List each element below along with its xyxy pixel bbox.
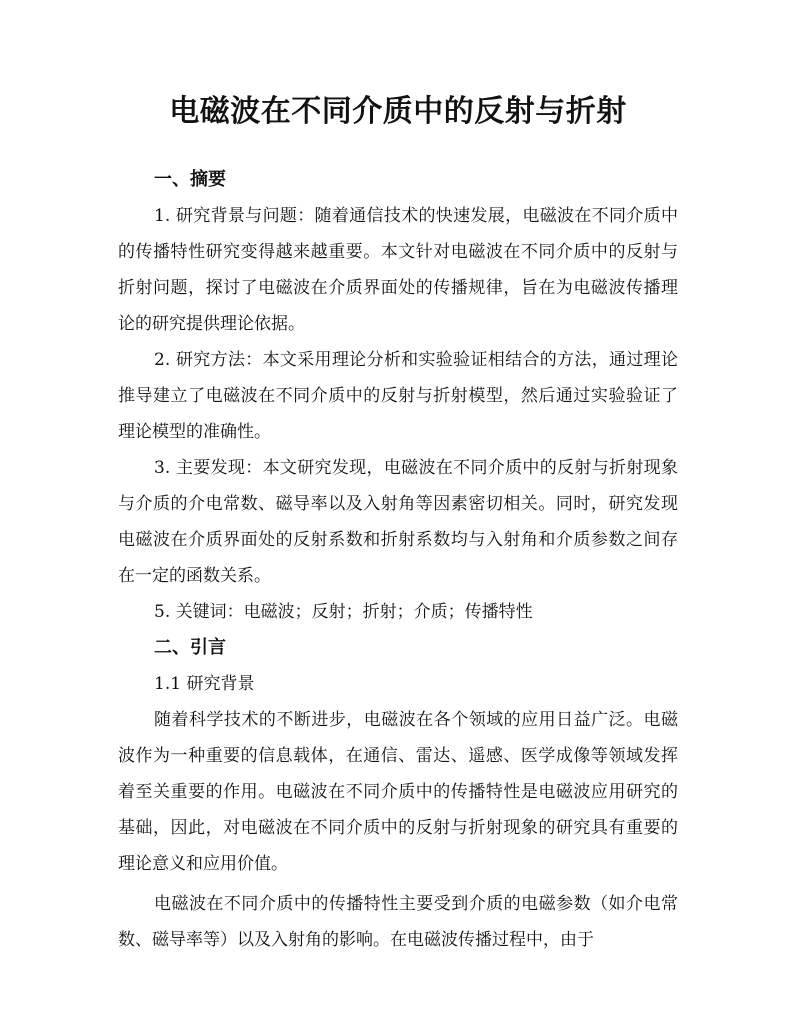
document-title: 电磁波在不同介质中的反射与折射 [169,94,627,129]
introduction-paragraph-2: 电磁波在不同介质中的传播特性主要受到介质的电磁参数（如介电常数、磁导率等）以及入射角的影响。在电磁波传播过程中，由于 [118,894,678,950]
section-abstract [118,162,678,630]
introduction-paragraph-1: 随着科学技术的不断进步，电磁波在各个领域的应用日益广泛。电磁波作为一种重要的信息载体，在通信、雷达、遥感、医学成像等领域发挥着至关重要的作用。电磁波在不同介质中的传播特性是电磁波应用研究的基础，因此，对电磁波在不同介质中的反射与折射现象的研究具有重要的理论意义和应用价值。 [118,710,678,874]
abstract-keywords-paragraph: 5. 关键词：电磁波；反射；折射；介质；传播特性 [154,602,533,622]
abstract-method-paragraph: 2. 研究方法：本文采用理论分析和实验验证相结合的方法，通过理论推导建立了电磁波在不同介质中的反射与折射模型，然后通过实验验证了理论模型的准确性。 [118,350,678,442]
subsection-heading-background: 1.1 研究背景 [154,674,255,694]
section-heading-introduction: 二、引言 [154,637,226,658]
abstract-findings-paragraph: 3. 主要发现：本文研究发现，电磁波在不同介质中的反射与折射现象与介质的介电常数、磁导率以及入射角等因素密切相关。同时，研究发现电磁波在介质界面处的反射系数和折射系数均与入射角和介质参数之间存在一定的函数关系。 [118,458,678,586]
section-introduction [118,630,678,958]
abstract-background-paragraph: 1. 研究背景与问题：随着通信技术的快速发展，电磁波在不同介质中的传播特性研究变得越来越重要。本文针对电磁波在不同介质中的反射与折射问题，探讨了电磁波在介质界面处的传播规律，旨在为电磁波传播理论的研究提供理论依据。 [118,206,678,334]
section-heading-abstract: 一、摘要 [154,169,226,190]
